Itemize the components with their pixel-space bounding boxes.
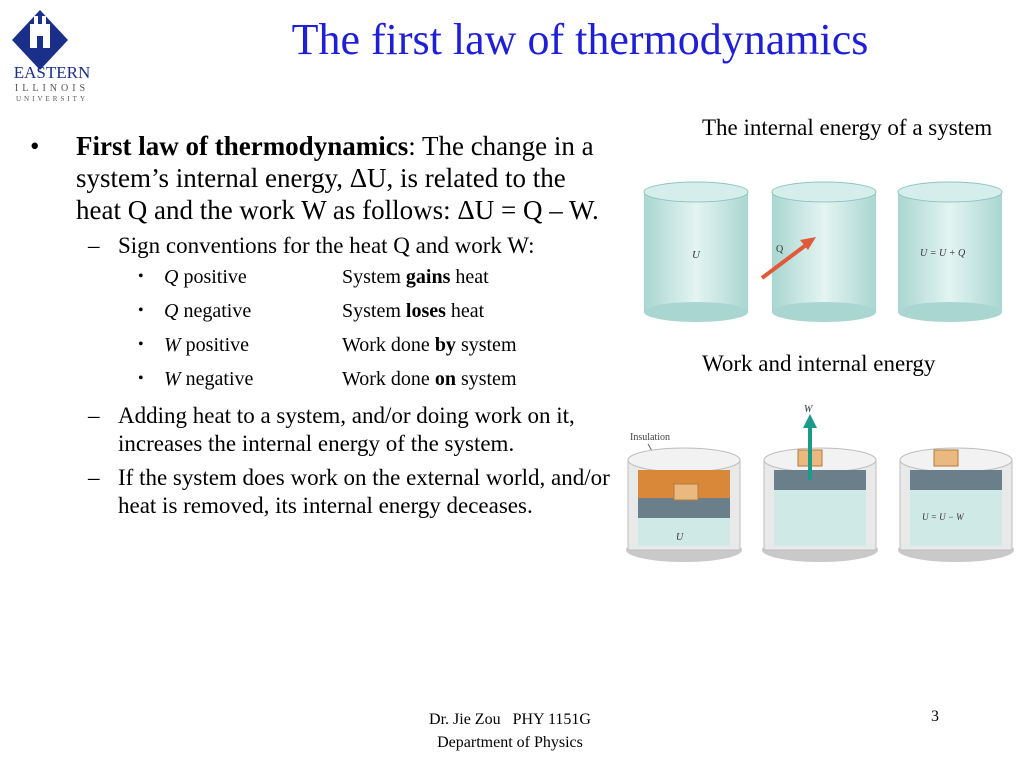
- adding-heat-item: [30, 402, 638, 458]
- removing-heat-text: If the system does work on the external world, and/or heat is removed, its internal energy deceases.: [118, 465, 610, 518]
- footer: [360, 708, 660, 754]
- sign-meaning: Work done on system: [342, 368, 517, 390]
- slide-content: [30, 130, 630, 520]
- sign-meaning: Work done by system: [342, 334, 517, 356]
- sign-meaning: System gains heat: [342, 266, 489, 288]
- sign-meaning: System loses heat: [342, 300, 485, 322]
- dash-icon: –: [88, 233, 100, 258]
- dash-icon: –: [88, 465, 100, 490]
- sign-case: Q negative: [164, 300, 252, 322]
- fig1-label-q: Q: [776, 244, 784, 255]
- university-logo: [0, 0, 104, 104]
- slide-title: The first law of thermodynamics: [291, 15, 869, 64]
- sign-row: [30, 294, 630, 328]
- removing-heat-item: [30, 464, 638, 520]
- internal-energy-figure: [640, 178, 1010, 330]
- fig1-label-uf: U = U + Q: [920, 248, 966, 259]
- fig2-label-w: W: [804, 404, 813, 415]
- bullet-dot-icon: •: [138, 336, 144, 353]
- work-energy-caption: Work and internal energy: [702, 351, 936, 376]
- sign-case: W negative: [164, 368, 254, 390]
- law-text: : The change in a system’s internal energy, ΔU, is related to the heat Q and the work W as follows: ΔU = Q – W.: [76, 131, 599, 225]
- sign-case: Q positive: [164, 266, 247, 288]
- bullet-dot-icon: •: [138, 370, 144, 387]
- law-term: First law of thermodynamics: [76, 131, 409, 161]
- adding-heat-text: Adding heat to a system, and/or doing work on it, increases the internal energy of the system.: [118, 403, 575, 456]
- logo-line1: EASTERN: [13, 63, 91, 82]
- sign-conventions-item: [30, 232, 638, 260]
- page-number: 3: [931, 708, 939, 725]
- dash-icon: –: [88, 403, 100, 428]
- sign-row: [30, 260, 630, 294]
- bullet-dot-icon: •: [138, 268, 144, 285]
- cylinder-initial: [644, 182, 748, 322]
- fig2-label-ui: U: [676, 532, 684, 543]
- sign-table: [30, 260, 630, 396]
- piston-final: [898, 448, 1014, 562]
- main-bullet: [30, 130, 606, 226]
- sign-row: [30, 362, 630, 396]
- footer-line2: Department of Physics: [437, 734, 583, 751]
- fig1-label-ui: U: [692, 249, 700, 261]
- piston-insulated: [626, 448, 742, 562]
- work-energy-figure: [622, 400, 1018, 570]
- insulation-label: Insulation: [630, 432, 670, 443]
- bullet-dot-icon: •: [138, 302, 144, 319]
- piston-expanding: [762, 404, 878, 562]
- bullet-dot-icon: •: [30, 131, 40, 161]
- internal-energy-caption: The internal energy of a system: [702, 115, 993, 140]
- cylinder-final: [898, 182, 1002, 322]
- footer-line1: Dr. Jie Zou PHY 1151G: [429, 711, 591, 728]
- sign-conventions-text: Sign conventions for the heat Q and work W:: [118, 233, 535, 258]
- cylinder-heating: [762, 182, 876, 322]
- logo-line2: ILLINOIS: [14, 83, 90, 94]
- sign-row: [30, 328, 630, 362]
- logo-line3: UNIVERSITY: [16, 95, 88, 103]
- fig2-label-uf: U = U − W: [922, 512, 964, 522]
- sign-case: W positive: [164, 334, 250, 356]
